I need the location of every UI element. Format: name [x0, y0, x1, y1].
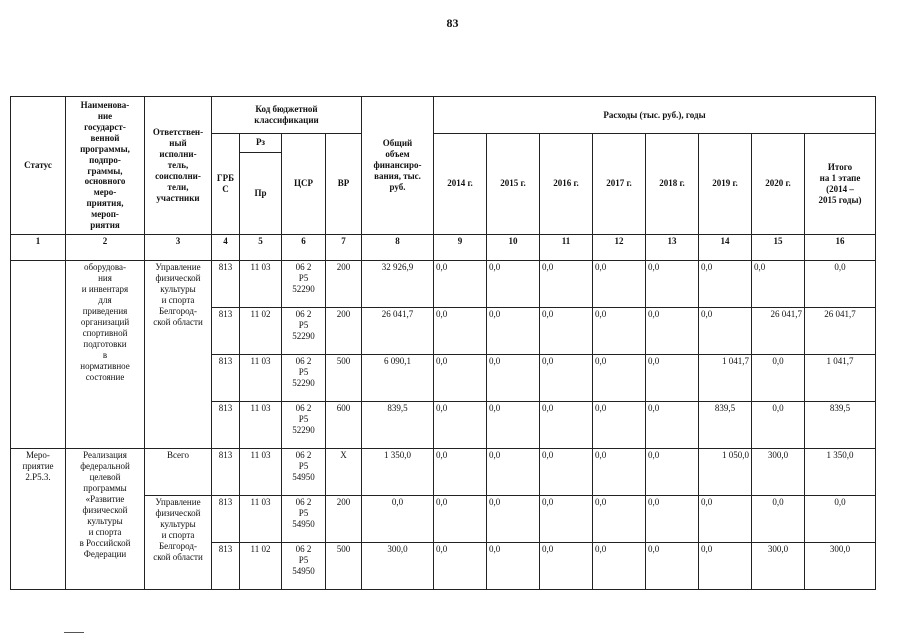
cell-total: 32 926,9: [362, 261, 434, 308]
cell-2017: 0,0: [593, 496, 646, 543]
header-year-2019: 2019 г.: [699, 134, 752, 235]
cell-2015: 0,0: [487, 449, 540, 496]
cell-vr: 200: [326, 308, 362, 355]
cell-2019: 1 050,0: [699, 449, 752, 496]
cell-vr: 200: [326, 496, 362, 543]
cell-2016: 0,0: [540, 261, 593, 308]
header-year-2015: 2015 г.: [487, 134, 540, 235]
cell-2016: 0,0: [540, 496, 593, 543]
cell-2019: 839,5: [699, 402, 752, 449]
cell-2017: 0,0: [593, 449, 646, 496]
budget-table: [10, 96, 876, 590]
cell-csr: 06 2 Р5 54950: [282, 496, 326, 543]
row-responsible: Управление физической культуры и спорта Белгород- ской области: [145, 261, 212, 449]
cell-grbs: 813: [212, 449, 240, 496]
header-year-2018: 2018 г.: [646, 134, 699, 235]
cell-2020: 0,0: [752, 355, 805, 402]
column-number: 4: [212, 235, 240, 261]
cell-2017: 0,0: [593, 261, 646, 308]
cell-2019: 0,0: [699, 261, 752, 308]
cell-2019: 0,0: [699, 308, 752, 355]
cell-rzpr: 11 03: [240, 449, 282, 496]
column-number: 2: [66, 235, 145, 261]
cell-2014: 0,0: [434, 402, 487, 449]
cell-rzpr: 11 03: [240, 355, 282, 402]
column-number: 14: [699, 235, 752, 261]
cell-2016: 0,0: [540, 543, 593, 590]
cell-csr: 06 2 Р5 52290: [282, 261, 326, 308]
row-responsible-all: Всего: [145, 449, 212, 496]
cell-2018: 0,0: [646, 496, 699, 543]
cell-vr: 500: [326, 355, 362, 402]
cell-2019: 0,0: [699, 543, 752, 590]
cell-2020: 26 041,7: [752, 308, 805, 355]
header-stage-total: Итого на 1 этапе (2014 – 2015 годы): [805, 134, 876, 235]
cell-csr: 06 2 Р5 52290: [282, 355, 326, 402]
cell-csr: 06 2 Р5 52290: [282, 402, 326, 449]
cell-rzpr: 11 03: [240, 261, 282, 308]
table-row: [11, 261, 876, 308]
cell-2014: 0,0: [434, 355, 487, 402]
cell-rzpr: 11 02: [240, 543, 282, 590]
cell-rzpr: 11 03: [240, 496, 282, 543]
column-number: 9: [434, 235, 487, 261]
cell-2014: 0,0: [434, 261, 487, 308]
cell-2015: 0,0: [487, 543, 540, 590]
row-status: [11, 261, 66, 449]
cell-stage-total: 1 350,0: [805, 449, 876, 496]
cell-2020: 0,0: [752, 496, 805, 543]
cell-2014: 0,0: [434, 543, 487, 590]
cell-grbs: 813: [212, 261, 240, 308]
header-year-2014: 2014 г.: [434, 134, 487, 235]
column-number: 15: [752, 235, 805, 261]
cell-total: 839,5: [362, 402, 434, 449]
cell-2015: 0,0: [487, 355, 540, 402]
cell-2016: 0,0: [540, 308, 593, 355]
column-number: 8: [362, 235, 434, 261]
header-year-2017: 2017 г.: [593, 134, 646, 235]
header-total: Общий объем финансиро- вания, тыс. руб.: [362, 97, 434, 235]
cell-2017: 0,0: [593, 308, 646, 355]
cell-stage-total: 26 041,7: [805, 308, 876, 355]
header-vr: ВР: [326, 134, 362, 235]
cell-2016: 0,0: [540, 449, 593, 496]
header-status: Статус: [11, 97, 66, 235]
header-pr: Пр: [240, 153, 282, 235]
cell-stage-total: 839,5: [805, 402, 876, 449]
cell-stage-total: 0,0: [805, 261, 876, 308]
cell-2015: 0,0: [487, 308, 540, 355]
cell-2018: 0,0: [646, 543, 699, 590]
column-number: 11: [540, 235, 593, 261]
cell-vr: 600: [326, 402, 362, 449]
cell-2015: 0,0: [487, 496, 540, 543]
cell-2018: 0,0: [646, 355, 699, 402]
footnote-rule: [64, 632, 84, 633]
cell-2016: 0,0: [540, 355, 593, 402]
column-numbers-row: [11, 235, 876, 261]
cell-2020: 0,0: [752, 402, 805, 449]
cell-csr: 06 2 Р5 54950: [282, 449, 326, 496]
cell-2014: 0,0: [434, 496, 487, 543]
cell-grbs: 813: [212, 402, 240, 449]
cell-2019: 0,0: [699, 496, 752, 543]
cell-grbs: 813: [212, 496, 240, 543]
cell-csr: 06 2 Р5 54950: [282, 543, 326, 590]
cell-stage-total: 1 041,7: [805, 355, 876, 402]
cell-grbs: 813: [212, 355, 240, 402]
cell-grbs: 813: [212, 543, 240, 590]
header-budget-code: Код бюджетной классификации: [212, 97, 362, 134]
column-number: 13: [646, 235, 699, 261]
column-number: 16: [805, 235, 876, 261]
column-number: 7: [326, 235, 362, 261]
cell-2018: 0,0: [646, 449, 699, 496]
column-number: 1: [11, 235, 66, 261]
column-number: 6: [282, 235, 326, 261]
column-number: 3: [145, 235, 212, 261]
cell-total: 26 041,7: [362, 308, 434, 355]
cell-2020: 300,0: [752, 543, 805, 590]
cell-2017: 0,0: [593, 402, 646, 449]
cell-2014: 0,0: [434, 308, 487, 355]
row-status: Меро- приятие 2.Р5.3.: [11, 449, 66, 590]
table-row: [11, 449, 876, 496]
cell-stage-total: 300,0: [805, 543, 876, 590]
page-number: 83: [446, 16, 459, 30]
cell-vr: 200: [326, 261, 362, 308]
cell-2015: 0,0: [487, 402, 540, 449]
cell-2018: 0,0: [646, 308, 699, 355]
cell-2015: 0,0: [487, 261, 540, 308]
header-csr: ЦСР: [282, 134, 326, 235]
cell-2014: 0,0: [434, 449, 487, 496]
cell-2017: 0,0: [593, 543, 646, 590]
cell-2020: 300,0: [752, 449, 805, 496]
header-name: Наименова- ние государст- венной программы, подпро- граммы, основного меро- приятия, мероп- риятия: [66, 97, 145, 235]
cell-csr: 06 2 Р5 52290: [282, 308, 326, 355]
header-responsible: Ответствен- ный исполни- тель, соисполни- тели, участники: [145, 97, 212, 235]
cell-rzpr: 11 03: [240, 402, 282, 449]
column-number: 10: [487, 235, 540, 261]
column-number: 5: [240, 235, 282, 261]
cell-total: 300,0: [362, 543, 434, 590]
header-year-2016: 2016 г.: [540, 134, 593, 235]
row-name: оборудова- ния и инвентаря для приведения организаций спортивной подготовки в нормативное состояние: [66, 261, 145, 449]
cell-2017: 0,0: [593, 355, 646, 402]
cell-grbs: 813: [212, 308, 240, 355]
header-year-2020: 2020 г.: [752, 134, 805, 235]
cell-total: 0,0: [362, 496, 434, 543]
row-responsible: Управление физической культуры и спорта Белгород- ской области: [145, 496, 212, 590]
cell-2019: 1 041,7: [699, 355, 752, 402]
cell-vr: 500: [326, 543, 362, 590]
column-number: 12: [593, 235, 646, 261]
cell-total: 1 350,0: [362, 449, 434, 496]
cell-total: 6 090,1: [362, 355, 434, 402]
cell-vr: Х: [326, 449, 362, 496]
cell-2020: 0,0: [752, 261, 805, 308]
header-expenses: Расходы (тыс. руб.), годы: [434, 97, 876, 134]
cell-stage-total: 0,0: [805, 496, 876, 543]
row-name: Реализация федеральной целевой программы «Развитие физической культуры и спорта в Российской Федерации: [66, 449, 145, 590]
cell-2018: 0,0: [646, 402, 699, 449]
header-grbs: ГРБ С: [212, 134, 240, 235]
cell-2016: 0,0: [540, 402, 593, 449]
cell-2018: 0,0: [646, 261, 699, 308]
header-rz: Рз: [240, 134, 282, 153]
cell-rzpr: 11 02: [240, 308, 282, 355]
